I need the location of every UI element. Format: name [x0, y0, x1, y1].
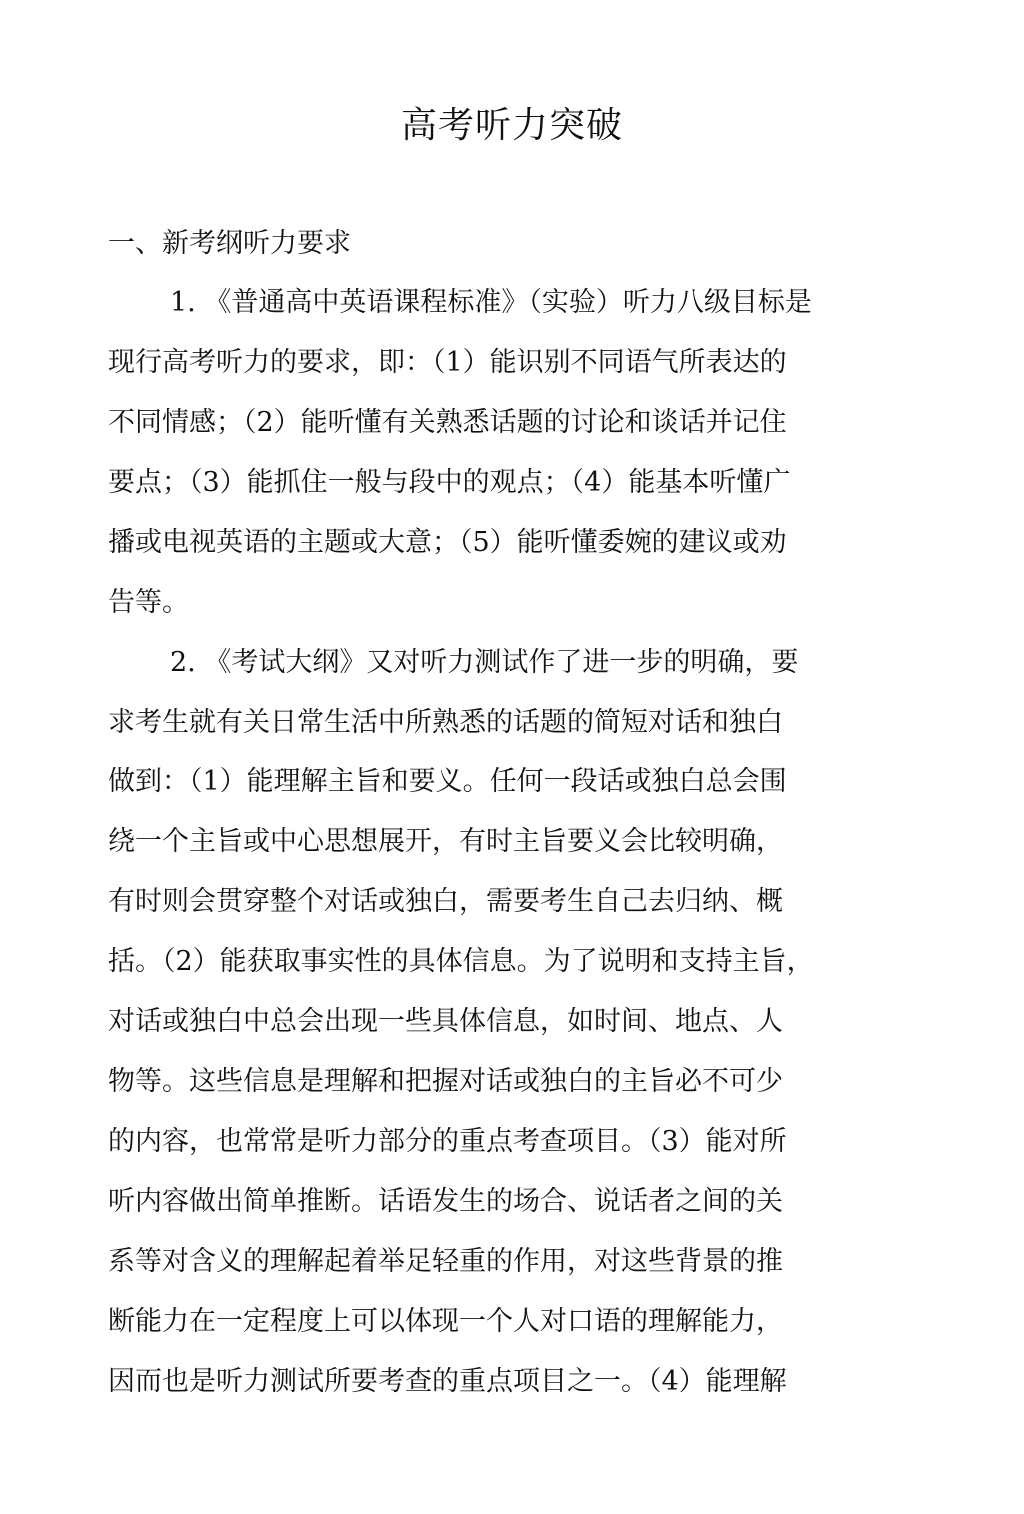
paragraph-line: 不同情感；（2）能听懂有关熟悉话题的讨论和谈话并记住: [108, 407, 787, 438]
paragraph-line: 系等对含义的理解起着举足轻重的作用，对这些背景的推: [108, 1246, 783, 1277]
paragraph-line: 2. 《考试大纲》又对听力测试作了进一步的明确，要: [170, 647, 799, 678]
paragraph-line: 绕一个主旨或中心思想展开，有时主旨要义会比较明确，: [108, 826, 783, 857]
paragraph-line: 物等。这些信息是理解和把握对话或独白的主旨必不可少: [108, 1066, 783, 1097]
document-title: 高考听力突破: [400, 105, 623, 146]
paragraph-line: 告等。: [108, 587, 189, 618]
paragraph-line: 要点；（3）能抓住一般与段中的观点；（4）能基本听懂广: [108, 467, 791, 498]
paragraph-line: 的内容，也常常是听力部分的重点考查项目。（3）能对所: [108, 1126, 787, 1157]
paragraph-line: 断能力在一定程度上可以体现一个人对口语的理解能力，: [108, 1306, 783, 1337]
paragraph-line: 括。（2）能获取事实性的具体信息。为了说明和支持主旨，: [108, 946, 814, 977]
paragraph-line: 1. 《普通高中英语课程标准》（实验）听力八级目标是: [170, 287, 812, 318]
paragraph-line: 播或电视英语的主题或大意；（5）能听懂委婉的建议或劝: [108, 527, 787, 558]
paragraph-line: 对话或独白中总会出现一些具体信息，如时间、地点、人: [108, 1006, 783, 1037]
paragraph-line: 现行高考听力的要求，即：（1）能识别不同语气所表达的: [108, 347, 787, 378]
paragraph-line: 因而也是听力测试所要考查的重点项目之一。（4）能理解: [108, 1366, 787, 1397]
paragraph-line: 求考生就有关日常生活中所熟悉的话题的简短对话和独白: [108, 707, 783, 738]
paragraph-line: 有时则会贯穿整个对话或独白，需要考生自己去归纳、概: [108, 886, 783, 917]
paragraph-line: 做到：（1）能理解主旨和要义。任何一段话或独白总会围: [108, 766, 787, 797]
section-heading: 一、新考纲听力要求: [108, 228, 351, 259]
paragraph-line: 听内容做出简单推断。话语发生的场合、说话者之间的关: [108, 1186, 783, 1217]
